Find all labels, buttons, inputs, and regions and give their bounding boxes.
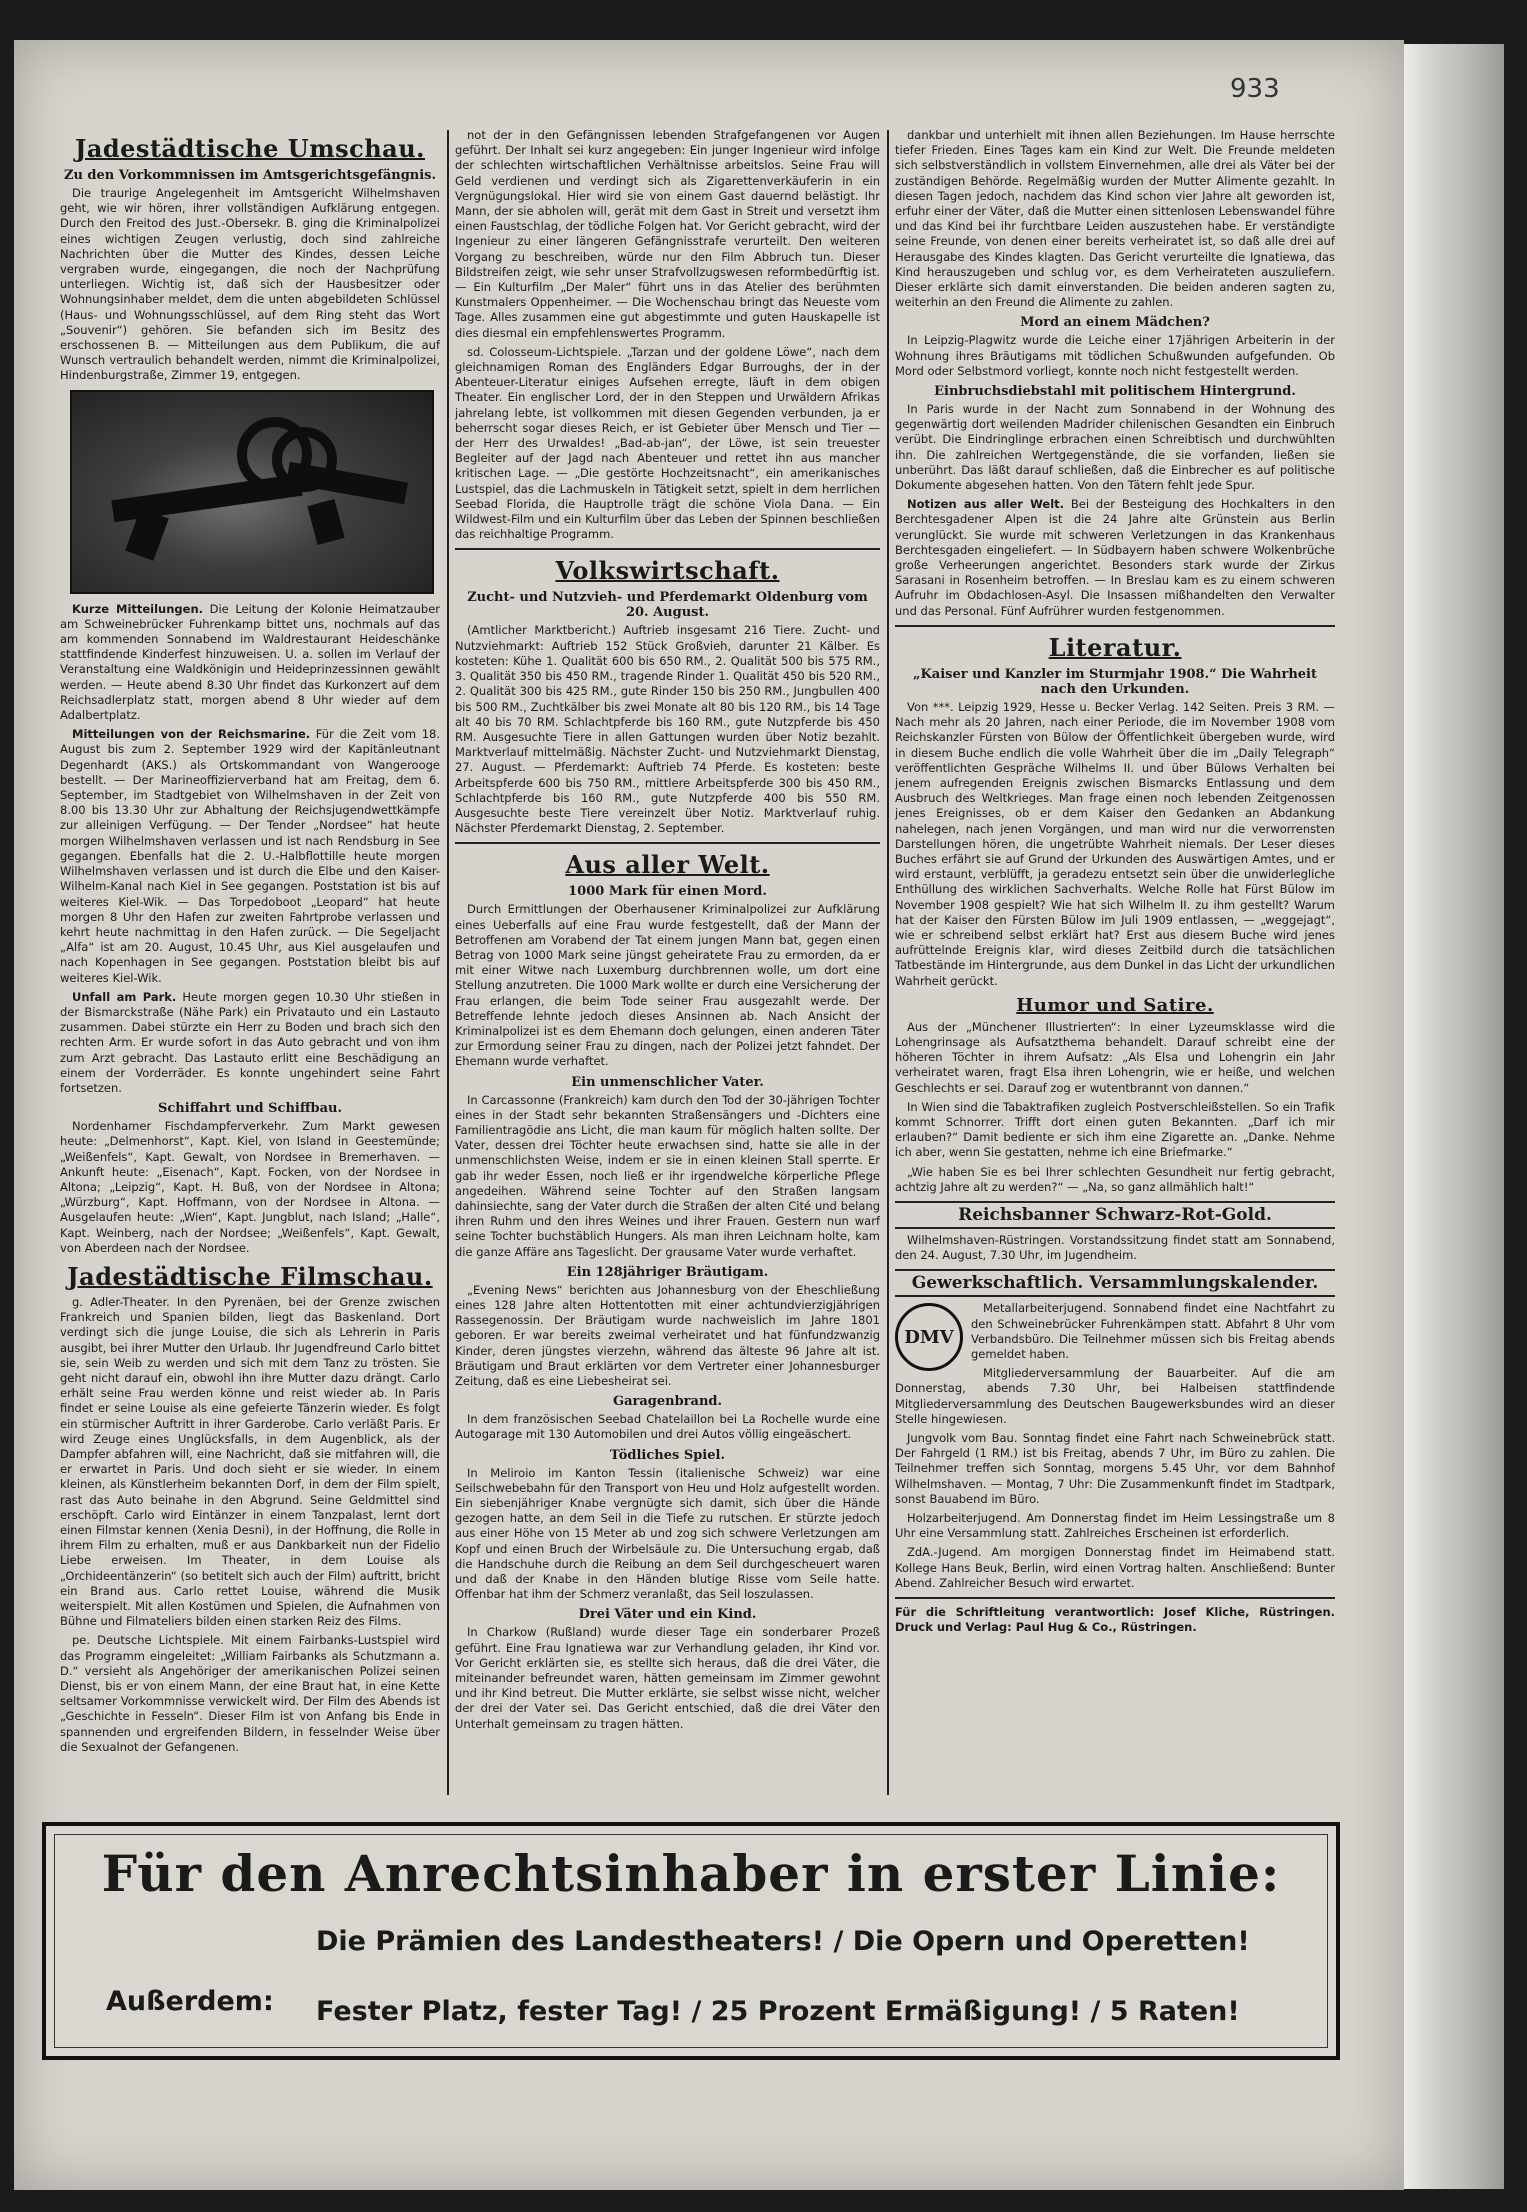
article-subheading: Unfall am Park. xyxy=(72,989,177,1004)
article-paragraph: In dem französischen Seebad Chatelaillon bei La Rochelle wurde eine Autogarage mit 130 Automobilen und drei Autos völlig eingeäschert. xyxy=(455,1412,880,1442)
article-paragraph: g. Adler-Theater. In den Pyrenäen, bei der Grenze zwischen Frankreich und Spanien bilden, liegt das Baskenland. Dort verdingt sich die junge Louise, die sich als Lehrerin in Paris ausgibt, bei ihrer Mutter den Urlaub. Ihr Jugendfreund Carlo bittet sie, sein Weib zu werden und sich mit dem Tanz zu trösten. Sie geht nicht darauf ein, obwohl ihn ihre Mutter dazu drängt. Carlo erhält seine Frau werden könne und reist wieder ab. In Paris findet er seine Louise als eine gefeierte Tänzerin wieder. Es folgt ein stürmischer Auftritt in ihrer Garderobe. Carlo verläßt Paris. Er wird Zeuge eines Unglücksfalls, in dem Augenblick, als der Dampfer abfahren will, eine Nachricht, daß sie mitfahren will, die er erwartet in Paris. Und doch sieht er sie wieder. In einem kleinen, als Künstlerheim bekannten Dorf, in dem der Film spielt, rast das Auto beinahe in den Abgrund. Seine Geldmittel sind erschöpft. Carlo wird Eintänzer in einem Tanzpalast, lernt dort einen Filmstar kennen (Xenia Desni), in der Hoffnung, die Rolle in ihrem Film zu erhalten, muß er aus Dankbarkeit nun der Fidelio Liebe erweisen. Im Theater, in dem Louise als „Orchideentänzerin“ (so betitelt sich auch der Film) auftritt, bricht ein Brand aus. Carlo rettet Louise, während die Musik weiterspielt. Mit allen Kostümen und Spielen, die Aufnahmen von Bühne und Filmateliers bilden einen starken Reiz des Films. xyxy=(60,1294,440,1629)
article-paragraph: In Leipzig-Plagwitz wurde die Leiche einer 17jährigen Arbeiterin in der Wohnung ihres Bräutigams mit tödlichen Schußwunden aufgefunden. Ob Mord oder Selbstmord vorliegt, konnte noch nicht festgestellt werden. xyxy=(895,333,1335,378)
article-subheading: Ein unmenschlicher Vater. xyxy=(571,1074,764,1090)
article-subheading: Ein 128jähriger Bräutigam. xyxy=(566,1264,769,1280)
article-paragraph: Holzarbeiterjugend. Am Donnerstag findet im Heim Lessingstraße um 8 Uhr eine Versammlung statt. Zahlreiches Erscheinen ist erforderlich. xyxy=(895,1511,1335,1541)
article-subheading: Drei Väter und ein Kind. xyxy=(578,1607,757,1623)
column-rule xyxy=(447,130,449,1795)
section-heading: Volkswirtschaft. xyxy=(555,556,780,586)
article-subheading: Kurze Mitteilungen. xyxy=(72,601,204,616)
article-paragraph: Aus der „Münchener Illustrierten“: In einer Lyzeumsklasse wird die Lohengrinsage als Aufsatzthema behandelt. Darauf schreibt eine der höheren Töchter in ihrem Aufsatz: „Als Elsa und Lohengrin ein Jahr verheiratet waren, fragt Elsa ihren Lohengrin, wie er heiße, und welchen Geschlechts er sei. Darauf zog er wutentbrannt von dannen.“ xyxy=(895,1019,1335,1095)
article-paragraph: In Meliroio im Kanton Tessin (italienische Schweiz) war eine Seilschwebebahn für den Transport von Heu und Holz aufgestellt worden. Ein siebenjähriger Knabe vergnügte sich damit, sich über die Hände gezogen hatte, an dem Seil in die Tiefe zu rutschen. Er stürzte jedoch aus einer Höhe von 15 Meter ab und zog sich schwere Verletzungen am Kopf und einen Bruch der Wirbelsäule zu. Die Untersuchung ergab, daß die Handschuhe durch die Reibung an dem Seil durchgescheuert waren und daß der Knabe in den Händen blutige Risse vom Seile hatte. Offenbar hat ihm der Schmerz veranlaßt, das Seil loszulassen. xyxy=(455,1465,880,1602)
article-paragraph: pe. Deutsche Lichtspiele. Mit einem Fairbanks-Lustspiel wird das Programm eingeleitet: „William Fairbanks als Schutzmann a. D.“ versieht als Angehöriger der amerikanischen Polizei seinen Dienst, bis er von einem Mann, der eine Braut hat, in eine Kette seltsamer Vorkommnisse verwickelt wird. Der Film des Abends ist „Geschichte in Fesseln“. Dieser Film ist von Anfang bis Ende in spannenden und ergreifenden Bildern, in fesselnder Weise über die Sexualnot der Gefangenen. xyxy=(60,1633,440,1754)
section-divider xyxy=(895,625,1335,627)
article-paragraph: In Charkow (Rußland) wurde dieser Tage ein sonderbarer Prozeß geführt. Eine Frau Ignatiewa war zur Verhandlung geladen, ihr Kind vor. Vor Gericht erklärten sie, es stellte sich heraus, daß die drei Väter, die miteinander befreundet waren, hätten gemeinsam im Zimmer gewohnt und ihr Kind betreut. Die Mutter erklärte, sie selbst wisse nicht, welcher der drei der Vater sei. Das Gericht entschied, daß die drei Väter den Unterhalt gemeinsam zu tragen hätten. xyxy=(455,1625,880,1731)
section-heading: Gewerkschaftlich. Versammlungskalender. xyxy=(895,1269,1335,1297)
article-subheading: Garagenbrand. xyxy=(612,1394,723,1410)
section-divider xyxy=(895,1597,1335,1599)
theater-advertisement xyxy=(42,1822,1340,2060)
article-paragraph: In Paris wurde in der Nacht zum Sonnabend in der Wohnung des gegenwärtig dort weilenden Madrider chilenischen Gesandten ein Einbruch verübt. Die Eindringlinge erbrachen einen Schreibtisch und durchwühlten ihn. Die zahlreichen Wertgegenstände, die sie vorfanden, ließen sie unberührt. Das läßt darauf schließen, daß die Einbrecher es auf politische Dokumente abgesehen hatten. Von den Tätern fehlt jede Spur. xyxy=(895,402,1335,493)
article-paragraph: Durch Ermittlungen der Oberhausener Kriminalpolizei zur Aufklärung eines Ueberfalls auf eine Frau wurde festgestellt, daß der Mann der Betroffenen am Vorabend der Tat einem jungen Mann bat, gegen einen Betrag von 1000 Mark seine jüngst geheiratete Frau zu ermorden, da er mit einer Witwe nach Luxemburg durchbrennen wolle, um dort eine Stellung anzutreten. Die 1000 Mark wollte er durch eine Versicherung der Frau erlangen, die beim Tode seiner Frau ausgezahlt werde. Der Betreffende lehnte jedoch dieses Ansinnen ab. Nach Ansicht der Kriminalpolizei ist es dem Ehemann doch gelungen, einen anderen Täter zur Ermordung seiner Frau zu dingen, nach der Polizei jetzt fahndet. Der Ehemann wurde verhaftet. xyxy=(455,902,880,1069)
article-paragraph: (Amtlicher Marktbericht.) Auftrieb insgesamt 216 Tiere. Zucht- und Nutzviehmarkt: Auftrieb 152 Stück Großvieh, darunter 21 Kälber. Es kosteten: Kühe 1. Qualität 600 bis 650 RM., 2. Qualität 500 bis 575 RM., 3. Qualität 350 bis 450 RM., tragende Rinder 1. Qualität 450 bis 520 RM., 2. Qualität 300 bis 425 RM., gute Rinder 150 bis 250 RM., Jungbullen 400 bis 500 RM., Zuchtkälber bis zwei Monate alt 80 bis 120 RM., bis 14 Tage alt 40 bis 70 RM. Schlachtpferde bis 160 RM., gute Nutzpferde bis 450 RM. Ausgesuchte Tiere in allen Gattungen wurden über Notiz bezahlt. Marktverlauf mittelmäßig. Nächster Zucht- und Nutzviehmarkt Dienstag, 27. August. — Pferdemarkt: Auftrieb 74 Pferde. Es kosteten: beste Arbeitspferde 600 bis 750 RM., mittlere Arbeitspferde 300 bis 450 RM., Schlachtpferde bis 160 RM., gute Nutzpferde 400 bis 550 RM. Ausgesuchte beste Tiere vereinzelt über Notiz. Marktverlauf ruhig. Nächster Pferdemarkt Dienstag, 2. September. xyxy=(455,623,880,836)
column-1 xyxy=(60,128,440,1798)
article-paragraph: Von ***. Leipzig 1929, Hesse u. Becker Verlag. 142 Seiten. Preis 3 RM. — Nach mehr als 20 Jahren, nach einer Periode, die im November 1908 vom Reichskanzler Fürsten von Bülow der Öffentlichkeit übergeben wurde, wird in diesem Buche endlich die volle Wahrheit über die im „Daily Telegraph“ veröffentlichten Gespräche Wilhelms II. und über Bülows Verhalten bei jenem aufregenden Ereignis zwischen Bismarcks Entlassung und dem Ausbruch des Weltkrieges. Man frage einen noch lebenden Zeitgenossen jenes Ereignisses, ob er dem Kaiser den Gedanken an Abdankung nahelegen, nach jenen Vorgängen, und man wird nur die verworrensten Darstellungen hören, die ungetrübte Wahrheit niemals. Der Leser dieses Buches erfährt sie auf Grund der Urkunden des Auswärtigen Amtes, und er wird erstaunt, verblüfft, ja geradezu entsetzt sein über die unwiderlegliche Enthüllung des wirklichen Sachverhalts. Welche Rolle hat Fürst Bülow im November 1908 gespielt? Wie hat sich Wilhelm II. zu ihm gestellt? Warum hat der Kaiser den Fürsten Bülow im Juli 1909 entlassen, — „weggejagt“, wie er schreibend selbst erklärt hat? Erst aus diesem Buche wird jenes aufrüttelnde Ereignis klar, wird dieses Zeitbild durch die tatsächlichen Tatbestände im Hintergrunde, aus dem Dunkel in das Licht der urkundlichen Wahrheit gerückt. xyxy=(895,699,1335,988)
article-paragraph: Wilhelmshaven-Rüstringen. Vorstandssitzung findet statt am Sonnabend, den 24. August, 7.30 Uhr, im Jugendheim. xyxy=(895,1232,1335,1263)
article-subheading: Tödliches Spiel. xyxy=(610,1447,725,1463)
page-number: 933 xyxy=(1230,74,1280,104)
article-text: Heute morgen gegen 10.30 Uhr stießen in der Bismarckstraße (Nähe Park) ein Privatauto und ein Lastauto zusammen. Dabei stürzte ein Herr zu Boden und brach sich den rechten Arm. Er wurde sofort in das Auto gebracht und von ihm zum Arzt gebracht. Das Lastauto erlitt eine Beschädigung an einem der Vorderräder. Es konnte ungehindert seine Fahrt fortsetzen. xyxy=(60,989,440,1095)
union-logo-icon: DMV xyxy=(895,1303,963,1371)
ad-headline: Für den Anrechtsinhaber in erster Linie: xyxy=(101,1844,1281,1903)
article-paragraph: „Wie haben Sie es bei Ihrer schlechten Gesundheit nur fertig gebracht, achtzig Jahre alt zu werden?“ — „Na, so ganz allmählich halt!“ xyxy=(895,1164,1335,1194)
section-heading: Aus aller Welt. xyxy=(565,850,770,880)
article-paragraph: In Carcassonne (Frankreich) kam durch den Tod der 30-jährigen Tochter eines in der Stadt sehr bekannten Straßensängers und -Dichters eine Familientragödie ans Licht, die man kaum für möglich halten sollte. Der Vater, dessen drei Töchter heute erwachsen sind, hatte sie alle in der unmenschlichsten Weise, indem er sie in einen kleinen Stall sperrte. Er gab ihr weder Essen, noch ließ er ihr irgendwelche körperliche Pflege angedeihen. Während seine Tochter auf den Straßen langsam dahinsiechte, sang der Vater durch die Straßen der alten Cité und belang ihren Ruhm und den ihres Weines und ihrer Frauen. Gestern nun warf seine Tochter buchstäblich Hungers. Als man ihren Leichnam holte, kam die ganze Affäre ans Tageslicht. Der grausame Vater wurde verhaftet. xyxy=(455,1092,880,1259)
article-paragraph: Die traurige Angelegenheit im Amtsgericht Wilhelmshaven geht, wie wir hören, ihrer vollständigen Aufklärung entgegen. Durch den Freitod des Just.-Obersekr. B. ging die Kriminalpolizei eines wichtigen Zeugen verlustig, doch sind zahlreiche Nachrichten über die Mutter des Kindes, dessen Leiche vergraben wurde, eingegangen, die noch der Nachprüfung unterliegen. Wichtig ist, daß sich der Hausbesitzer oder Wohnungsinhaber meldet, dem die unten abgebildeten Schlüssel (Haus- und Wohnungsschlüssel, auf dem Ring steht das Wort „Souvenir“) gehören. Sie befanden sich im Besitz des erschossenen B. — Mitteilungen aus dem Publikum, die auf Wunsch vertraulich behandelt werden, nimmt die Kriminalpolizei, Hindenburgstraße, Zimmer 19, entgegen. xyxy=(60,186,440,383)
article-subheading: Zu den Vorkommnissen im Amtsgerichtsgefängnis. xyxy=(63,168,437,183)
article-paragraph: dankbar und unterhielt mit ihnen allen Beziehungen. Im Hause herrschte tiefer Frieden. Eines Tages kam ein Kind zur Welt. Die Freunde meldeten sich selbstverständlich in vollstem Einvernehmen, alle drei als Väter bei der zuständigen Behörde. Regelmäßig wurden der Mutter Alimente gezahlt. In diesen Tagen jedoch, nachdem das Kind schon vier Jahre alt geworden ist, erfuhr einer der Väter, daß die Mutter einen sittenlosen Lebenswandel führe und das Kind bei ihr furchtbare Leiden auszustehen habe. Er verständigte seine Freunde, von denen einer bereits verheiratet ist, so daß alle drei auf Herausgabe des Kindes klagten. Das Gericht verurteilte die Ignatiewa, das Kind herauszugeben und schlug vor, es dem Verheirateten auszuliefern. Dieser erklärte sich damit einverstanden. Die beiden anderen sagten zu, weiterhin an den Freund die Alimente zu zahlen. xyxy=(895,128,1335,310)
article-paragraph: ZdA.-Jugend. Am morgigen Donnerstag findet im Heimabend statt. Kollege Hans Beuk, Berlin, wird einen Vortrag halten. Anschließend: Bunter Abend. Zahlreicher Besuch wird erwartet. xyxy=(895,1545,1335,1590)
article-text: Bei der Besteigung des Hochkalters in den Berchtesgadener Alpen ist die 24 Jahre alte Grünstein aus Berlin verunglückt. Sie wurde mit schweren Verletzungen in das Krankenhaus Berchtesgaden eingeliefert. — In Südbayern haben schwere Wolkenbrüche große Verheerungen angerichtet. Besonders stark wurde der Zirkus Sarasani in Rosenheim betroffen. — In Breslau kam es zu einem schweren Aufruhr im Obdachlosen-Asyl. Die Insassen mißhandelten den Verwalter und das Personal. Fünf Aufrührer wurden festgenommen. xyxy=(895,497,1335,618)
article-paragraph xyxy=(895,497,1335,619)
book-binding-edge xyxy=(1404,44,1504,2189)
ad-line: Fester Platz, fester Tag! / 25 Prozent Ermäßigung! / 5 Raten! xyxy=(316,1996,1240,2027)
section-heading: Literatur. xyxy=(1048,632,1182,662)
section-heading: Humor und Satire. xyxy=(1016,994,1214,1016)
article-text: Die Leitung der Kolonie Heimatzauber am Schweinebrücker Fuhrenkamp bittet uns, nochmals auf das am kommenden Sonnabend im Waldrestaurant Heideschänke stattfindende Kinderfest hinzuweisen. U. a. sollen im Verlauf der Veranstaltung eine Waldkönigin und Heideprinzessinnen gewählt werden. — Heute abend 8.30 Uhr findet das Kurkonzert auf dem Reichsadlerplatz statt, morgen abend 8 Uhr wieder auf dem Adalbertplatz. xyxy=(60,601,440,723)
article-paragraph: Jungvolk vom Bau. Sonntag findet eine Fahrt nach Schweinebrück statt. Der Fahrgeld (1 RM.) ist bis Freitag, abends 7 Uhr, im Büro zu zahlen. Die Teilnehmer treffen sich Sonntag, morgens 5.45 Uhr, vor dem Bahnhof Wilhelmshaven. — Montag, 7 Uhr: Die Zusammenkunft findet im Stadtpark, sonst Bauabend im Büro. xyxy=(895,1431,1335,1506)
article-paragraph: sd. Colosseum-Lichtspiele. „Tarzan und der goldene Löwe“, nach dem gleichnamigen Roman des Engländers Edgar Burroughs, der in der Abenteuer-Literatur einiges Aufsehen erregte, läuft in dem obigen Theater. Ein englischer Lord, der in den Steppen und Urwäldern Afrikas jahrelang lebte, ist vollkommen mit diesen Gegenden verbunden, ja er beherrscht sogar dieses Reich, er ist Gebieter über Mensch und Tier — der Herr des Urwaldes! „Bad-ab-jan“, der Löwe, ist sein treuester Begleiter auf der Jagd nach Abenteuer und rettet ihn aus mancher kritischen Lage. — „Die gestörte Hochzeitsnacht“, ein amerikanisches Lustspiel, das die Lachmuskeln in Tätigkeit setzt, spielt in dem herrlichen Seebad Florida, die Hauptrolle trägt die schöne Viola Dana. — Ein Wildwest-Film und ein Kulturfilm über das Leben der Spinnen beschließen das reichhaltige Programm. xyxy=(455,344,880,542)
section-heading: Jadestädtische Filmschau. xyxy=(67,1261,433,1291)
section-heading: Jadestädtische Umschau. xyxy=(74,134,426,163)
article-subheading: Notizen aus aller Welt. xyxy=(907,497,1065,512)
article-subheading: Zucht- und Nutzvieh- und Pferdemarkt Oldenburg vom 20. August. xyxy=(467,590,868,621)
article-paragraph: „Evening News“ berichten aus Johannesburg von der Eheschließung eines 128 Jahre alten Hottentotten mit einer achtundvierzigjährigen Rassegenossin. Der Bräutigam wurde nachweislich im Jahre 1801 geboren. Er war bereits zweimal verheiratet und hat fünfundzwanzig Kinder, deren jüngstes vierzehn, während das älteste 96 Jahre alt ist. Bräutigam und Braut erklärten vor dem Vertreter einer Johannesburger Zeitung, daß es eine Liebesheirat sei. xyxy=(455,1282,880,1389)
article-subheading: Einbruchsdiebstahl mit politischem Hintergrund. xyxy=(934,384,1296,400)
article-subheading: 1000 Mark für einen Mord. xyxy=(568,884,767,900)
article-subheading: „Kaiser und Kanzler im Sturmjahr 1908.“ Die Wahrheit nach den Urkunden. xyxy=(913,666,1317,697)
section-heading: Reichsbanner Schwarz-Rot-Gold. xyxy=(895,1201,1335,1229)
article-paragraph xyxy=(60,602,440,724)
article-subheading: Schiffahrt und Schiffbau. xyxy=(158,1101,342,1117)
article-paragraph: In Wien sind die Tabaktrafiken zugleich Postverschleißstellen. So ein Trafik kommt Schnorrer. Trifft dort einen guten Bekannten. „Darf ich mir erlauben?“ Damit bediente er sich ihm eine Zigarette an. „Danke. Nehme ich aber, wenn Sie gestatten, nehme ich eine Briefmarke.“ xyxy=(895,1099,1335,1160)
article-subheading: Mitteilungen von der Reichsmarine. xyxy=(72,727,311,742)
keys-photo xyxy=(70,390,434,594)
article-text: Für die Zeit vom 18. August bis zum 2. September 1929 wird der Kapitänleutnant Degenhardt (AKS.) als Ortskommandant von Wangerooge bestellt. — Der Marineoffizierverband hat am Freitag, dem 6. September, im Stadtgebiet von Wilhelmshaven in der Zeit von 8.00 bis 13.30 Uhr zur Abhaltung der Reichsjugendwettkämpfe zur alleinigen Verfügung. — Der Tender „Nordsee“ hat heute morgen Wilhelmshaven verlassen und ist nach Rendsburg in See gegangen. Ebenfalls hat die 2. U.-Halbflottille heute morgen Wilhelmshaven verlassen und ist durch die Elbe und den Kaiser-Wilhelm-Kanal nach Kiel in See gegangen. Poststation ist bis auf weiteres Kiel-Wik. — Das Torpedoboot „Leopard“ hat heute morgen 8 Uhr den Hafen zur zweiten Fahrtprobe verlassen und kehrt heute nachmittag in den Hafen zurück. — Die Segeljacht „Alfa“ ist am 20. August, 10.45 Uhr, aus Kiel ausgelaufen und nach Kopenhagen in See gegangen. Poststation bleibt bis auf weiteres Kiel-Wik. xyxy=(60,727,440,985)
ad-label: Außerdem: xyxy=(106,1986,274,2017)
column-2 xyxy=(455,128,880,1798)
ad-line: Die Prämien des Landestheaters! / Die Opern und Operetten! xyxy=(316,1926,1250,1957)
column-3 xyxy=(895,128,1335,1798)
article-paragraph: Mitgliederversammlung der Bauarbeiter. Auf die am Donnerstag, abends 7.30 Uhr, bei Halbeisen stattfindende Mitgliederversammlung des Deutschen Baugewerksbundes wird an dieser Stelle hingewiesen. xyxy=(895,1366,1335,1426)
article-subheading: Mord an einem Mädchen? xyxy=(1020,315,1210,331)
column-rule xyxy=(887,130,889,1795)
section-divider xyxy=(455,842,880,844)
imprint: Für die Schriftleitung verantwortlich: Josef Kliche, Rüstringen. Druck und Verlag: Paul Hug & Co., Rüstringen. xyxy=(895,1605,1335,1635)
article-paragraph: not der in den Gefängnissen lebenden Strafgefangenen vor Augen geführt. Der Inhalt sei kurz angegeben: Ein junger Ingenieur wird infolge der schlechten wirtschaftlichen Verhältnisse arbeitslos. Seine Frau will Geld verdienen und verdingt sich als Zigarettenverkäuferin in ein Vergnügungslokal. Hier wird sie von einem Gast dauernd belästigt. Ihr Mann, der sie abholen will, gerät mit dem Gast in Streit und versetzt ihm einen Faustschlag, der tödliche Folgen hat. Vor Gericht gebracht, wird der Ingenieur zu einer längeren Gefängnisstrafe verurteilt. Den weiteren Vorgang zu beschreiben, würde nur den Film Abbruch tun. Dieser Bildstreifen zeigt, wie sehr unser Strafvollzugswesen reformbedürftig ist. — Ein Kulturfilm „Der Maler“ führt uns in das Atelier des berühmten Kunstmalers Oppenheimer. — Die Wochenschau bringt das Neueste vom Tage. Alles zusammen eine gut abgestimmte und guten Hauskapelle ist dies diesmal ein empfehlenswertes Programm. xyxy=(455,128,880,340)
article-paragraph: Nordenhamer Fischdampferverkehr. Zum Markt gewesen heute: „Delmenhorst“, Kapt. Kiel, von Island in Geestemünde; „Weißenfels“, Kapt. Gewalt, von Nordsee in Bremerhaven. — Ankunft heute: „Eisenach“, Kapt. Focken, von der Nordsee in Altona; „Leipzig“, Kapt. H. Buß, von der Nordsee in Altona; „Würzburg“, Kapt. Hoffmann, von der Nordsee in Altona. — Ausgelaufen heute: „Wien“, Kapt. Jungblut, nach Island; „Halle“, Kapt. Weinberg, nach der Nordsee; „Weißenfels“, Kapt. Gewalt, von Aberdeen nach der Nordsee. xyxy=(60,1119,440,1255)
article-paragraph: Metallarbeiterjugend. Sonnabend findet eine Nachtfahrt zu den Schweinebrücker Fuhrenkämpen statt. Abfahrt 8 Uhr vom Verbandsbüro. Die Teilnehmer müssen sich bis Freitag abends gemeldet haben. xyxy=(971,1301,1335,1361)
article-paragraph xyxy=(60,990,440,1096)
section-divider xyxy=(455,548,880,550)
article-paragraph xyxy=(60,727,440,985)
